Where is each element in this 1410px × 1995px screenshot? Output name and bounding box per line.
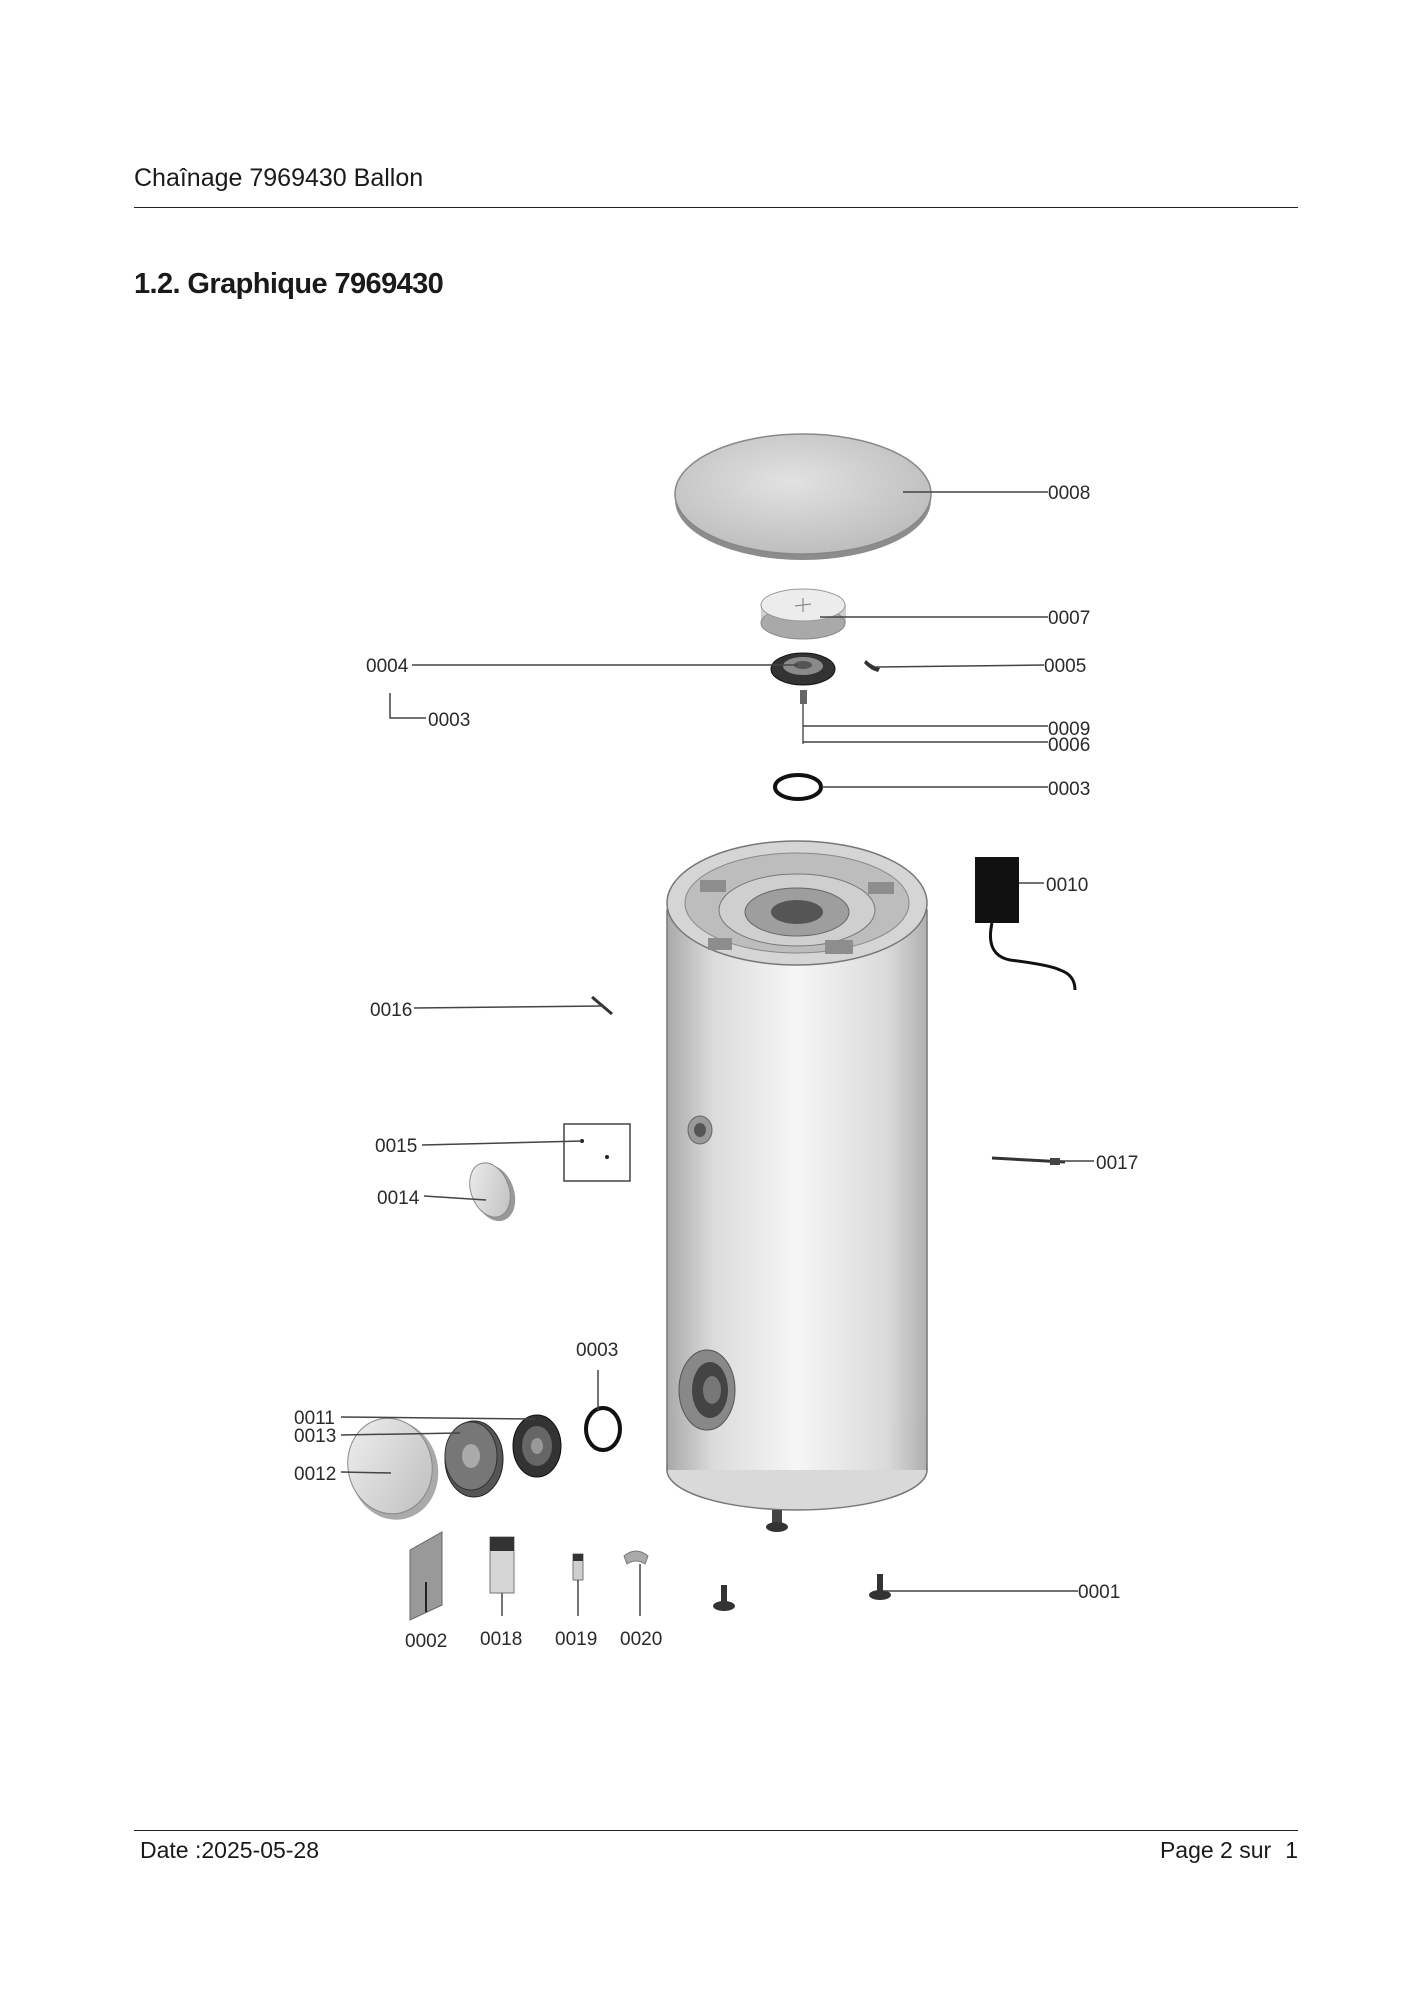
part-0004-flange: [771, 653, 835, 685]
part-0005-clip: [864, 660, 880, 672]
part-0017-heating-element: [992, 1158, 1065, 1165]
part-label-0012: 0012: [294, 1464, 337, 1485]
part-0008-top-cover: [675, 434, 931, 560]
part-0003-o-ring-lower: [586, 1408, 620, 1450]
part-label-0003-top: 0003: [428, 710, 471, 731]
part-label-0017: 0017: [1096, 1153, 1139, 1174]
footer-divider: [134, 1830, 1298, 1831]
part-0020-bracket: [624, 1551, 648, 1616]
leader-line-0005: [876, 665, 1044, 667]
part-0007-insulation-disc: [761, 589, 846, 639]
section-title: 1.2. Graphique 7969430: [134, 268, 444, 300]
leader-line-0003-bracket: [390, 693, 426, 718]
part-0019-fitting: [573, 1554, 583, 1616]
part-0014-cap: [463, 1157, 523, 1227]
part-label-0003-ring: 0003: [1048, 779, 1091, 800]
page-total: 1: [1285, 1837, 1298, 1863]
part-label-0004: 0004: [366, 656, 409, 677]
part-0002-sheet: [410, 1532, 442, 1620]
part-label-0014: 0014: [377, 1188, 420, 1209]
part-0012-lens-cover: [339, 1410, 447, 1528]
part-0003-o-ring-top: [775, 775, 821, 799]
part-label-0002: 0002: [405, 1631, 448, 1652]
part-0001-foot-left: [713, 1585, 735, 1611]
leader-line-0015: [422, 1141, 582, 1145]
leader-line-0011: [341, 1417, 535, 1419]
leader-line-0016: [414, 1006, 603, 1008]
part-label-0005: 0005: [1044, 656, 1087, 677]
part-label-0013: 0013: [294, 1426, 337, 1447]
leader-line-0012: [341, 1472, 391, 1473]
part-0011-flange: [513, 1415, 561, 1477]
part-label-0011: 0011: [294, 1408, 335, 1429]
part-label-0018: 0018: [480, 1629, 523, 1650]
footer-page-number: [1160, 1837, 1298, 1864]
part-label-0006: 0006: [1048, 735, 1091, 756]
part-0018-anode: [490, 1537, 514, 1616]
part-label-0008: 0008: [1048, 483, 1091, 504]
part-label-0019: 0019: [555, 1629, 598, 1650]
part-0001-foot-right: [869, 1574, 891, 1600]
part-label-0016: 0016: [370, 1000, 413, 1021]
part-0009-probe: [800, 690, 807, 744]
part-label-0003-lower: 0003: [576, 1340, 619, 1361]
page-label: Page 2 sur: [1159, 1837, 1272, 1863]
part-label-0009: 0009: [1048, 719, 1091, 740]
water-heater-tank: [667, 841, 927, 1532]
part-label-0015: 0015: [375, 1136, 418, 1157]
document-header-title: Chaînage 7969430 Ballon: [134, 164, 424, 192]
part-label-0020: 0020: [620, 1629, 663, 1650]
part-label-0007: 0007: [1048, 608, 1091, 629]
part-0015-detail-box: [564, 1124, 630, 1181]
part-label-0001: 0001: [1078, 1582, 1121, 1603]
part-label-0010: 0010: [1046, 875, 1089, 896]
footer-date: Date :2025-05-28: [140, 1837, 320, 1863]
